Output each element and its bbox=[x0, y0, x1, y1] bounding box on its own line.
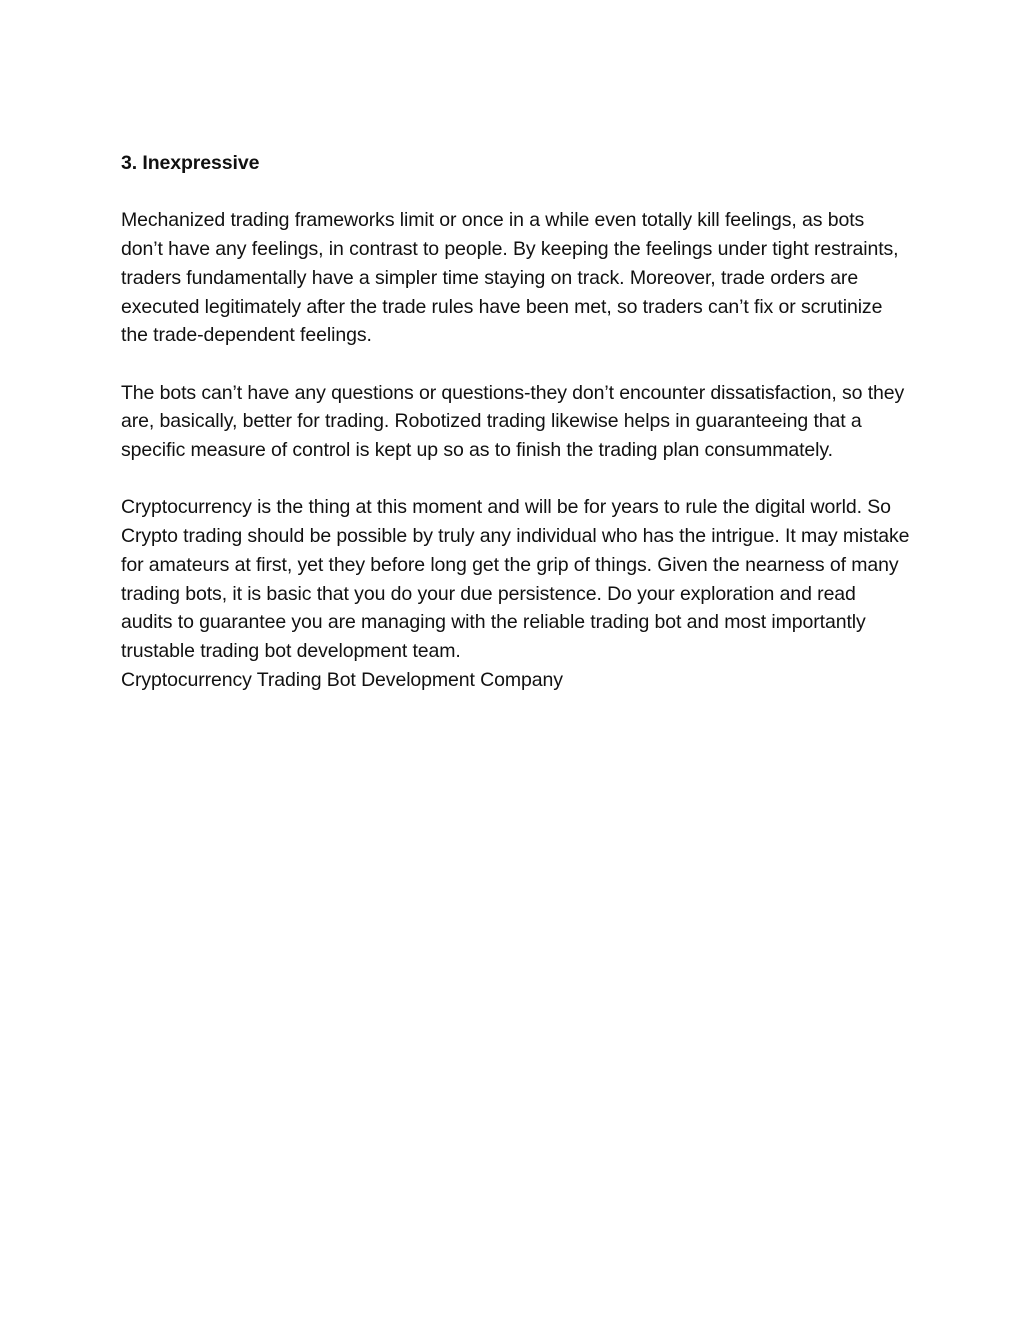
document-body bbox=[121, 149, 911, 694]
paragraph-emotionless-trading: Mechanized trading frameworks limit or once in a while even totally kill feelings, as bots don’t have any feelings, in contrast to people. By keeping the feelings under tight restraints, traders fundamentally have a simpler time staying on track. Moreover, trade orders are executed legitimately after the trade rules have been met, so traders can’t fix or scrutinize the trade-dependent feelings. bbox=[121, 209, 899, 347]
paragraph-bots-better-for-trading: The bots can’t have any questions or questions-they don’t encounter dissatisfaction, so they are, basically, better for trading. Robotized trading likewise helps in guaranteeing that a specific measure of control is kept up so as to finish the trading plan consummately. bbox=[121, 381, 905, 461]
closing-line: Cryptocurrency Trading Bot Development Company bbox=[121, 668, 563, 691]
section-heading: 3. Inexpressive bbox=[121, 152, 260, 174]
paragraph-cryptocurrency-conclusion: Cryptocurrency is the thing at this moment and will be for years to rule the digital world. So Crypto trading should be possible by truly any individual who has the intrigue. It may mistake for amateurs at first, yet they before long get the grip of things. Given the nearness of many trading bots, it is basic that you do your due persistence. Do your exploration and read audits to guarantee you are managing with the reliable trading bot and most importantly trustable trading bot development team. bbox=[121, 496, 910, 662]
